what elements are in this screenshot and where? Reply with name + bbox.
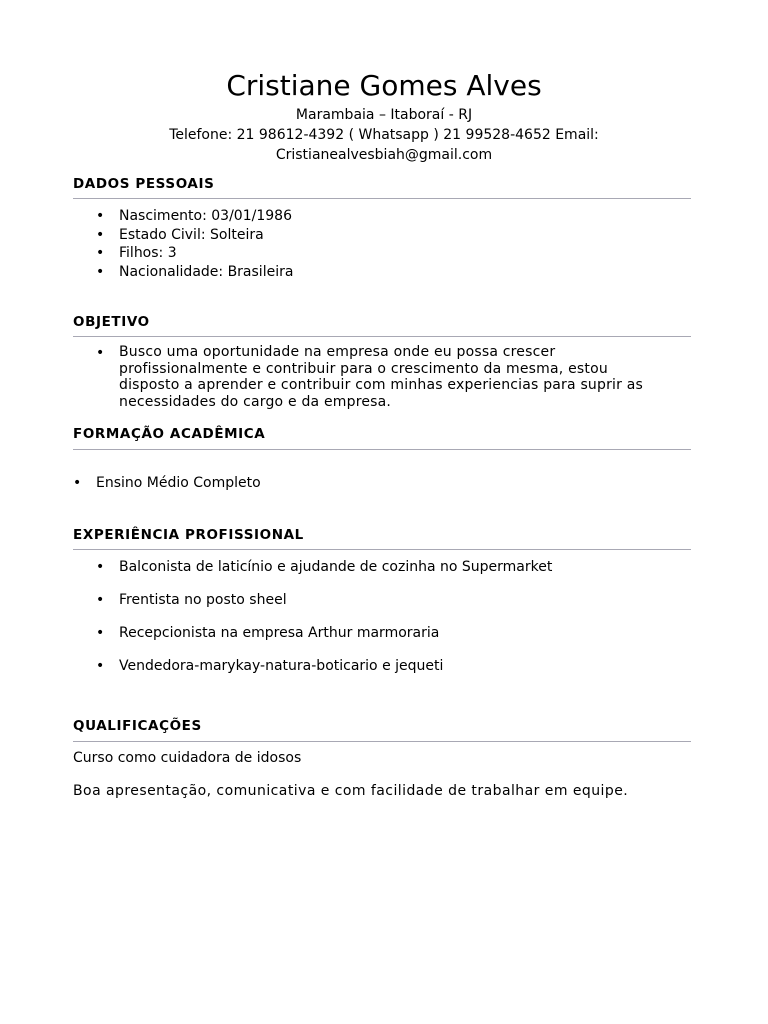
candidate-name: Cristiane Gomes Alves <box>226 69 542 102</box>
objective-line: necessidades do cargo e da empresa. <box>119 393 392 410</box>
experience-item: Vendedora-marykay-natura-boticario e jequeti <box>119 658 444 674</box>
experience-item: Recepcionista na empresa Arthur marmoraria <box>119 625 440 641</box>
list-item <box>0 226 293 245</box>
objective-line: Busco uma oportunidade na empresa onde eu possa crescer <box>119 344 556 360</box>
section-divider <box>73 549 691 550</box>
bullet-icon: • <box>96 559 105 575</box>
bullet-icon: • <box>96 226 105 243</box>
list-item-text: Nascimento: 03/01/1986 <box>119 208 292 224</box>
section-title-dados-pessoais: DADOS PESSOAIS <box>73 176 215 192</box>
list-item-text: Nacionalidade: Brasileira <box>119 263 294 280</box>
section-divider <box>73 198 691 199</box>
objective-line: disposto a aprender e contribuir com minhas experiencias para suprir as <box>119 377 644 394</box>
bullet-icon: • <box>96 658 105 674</box>
list-item <box>0 263 293 282</box>
list-item-text: Filhos: 3 <box>119 245 177 262</box>
email-line: Cristianealvesbiah@gmail.com <box>275 147 493 163</box>
list-item <box>0 207 293 226</box>
section-title-objetivo: OBJETIVO <box>73 314 150 330</box>
phone-line: Telefone: 21 98612-4392 ( Whatsapp ) 21 99528-4652 Email: <box>169 127 599 143</box>
address-line: Marambaia – Itaboraí - RJ <box>295 107 473 123</box>
experience-item: Balconista de laticínio e ajudande de cozinha no Supermarket <box>119 559 553 575</box>
bullet-icon: • <box>96 245 105 262</box>
section-divider <box>73 741 691 742</box>
bullet-icon: • <box>96 592 105 608</box>
dados-pessoais-list <box>0 207 293 281</box>
resume-header <box>0 68 768 165</box>
qualification-line: Curso como cuidadora de idosos <box>73 750 302 766</box>
section-divider <box>73 336 691 337</box>
bullet-icon: • <box>96 263 105 280</box>
list-item <box>0 244 293 263</box>
section-title-formacao: FORMAÇÃO ACADÊMICA <box>73 426 266 442</box>
list-item-text: Estado Civil: Solteira <box>119 226 264 243</box>
objective-text <box>119 344 694 410</box>
bullet-icon: • <box>73 475 82 491</box>
bullet-icon: • <box>96 625 105 641</box>
objective-line: profissionalmente e contribuir para o crescimento da mesma, estou <box>119 360 608 377</box>
section-title-experiencia: EXPERIÊNCIA PROFISSIONAL <box>73 527 304 543</box>
section-divider <box>73 449 691 450</box>
formacao-item: Ensino Médio Completo <box>96 475 261 491</box>
bullet-icon: • <box>96 345 105 361</box>
experience-item: Frentista no posto sheel <box>119 592 287 608</box>
qualification-line: Boa apresentação, comunicativa e com facilidade de trabalhar em equipe. <box>73 783 629 799</box>
bullet-icon: • <box>96 208 105 224</box>
section-title-qualificacoes: QUALIFICAÇÕES <box>73 718 202 734</box>
